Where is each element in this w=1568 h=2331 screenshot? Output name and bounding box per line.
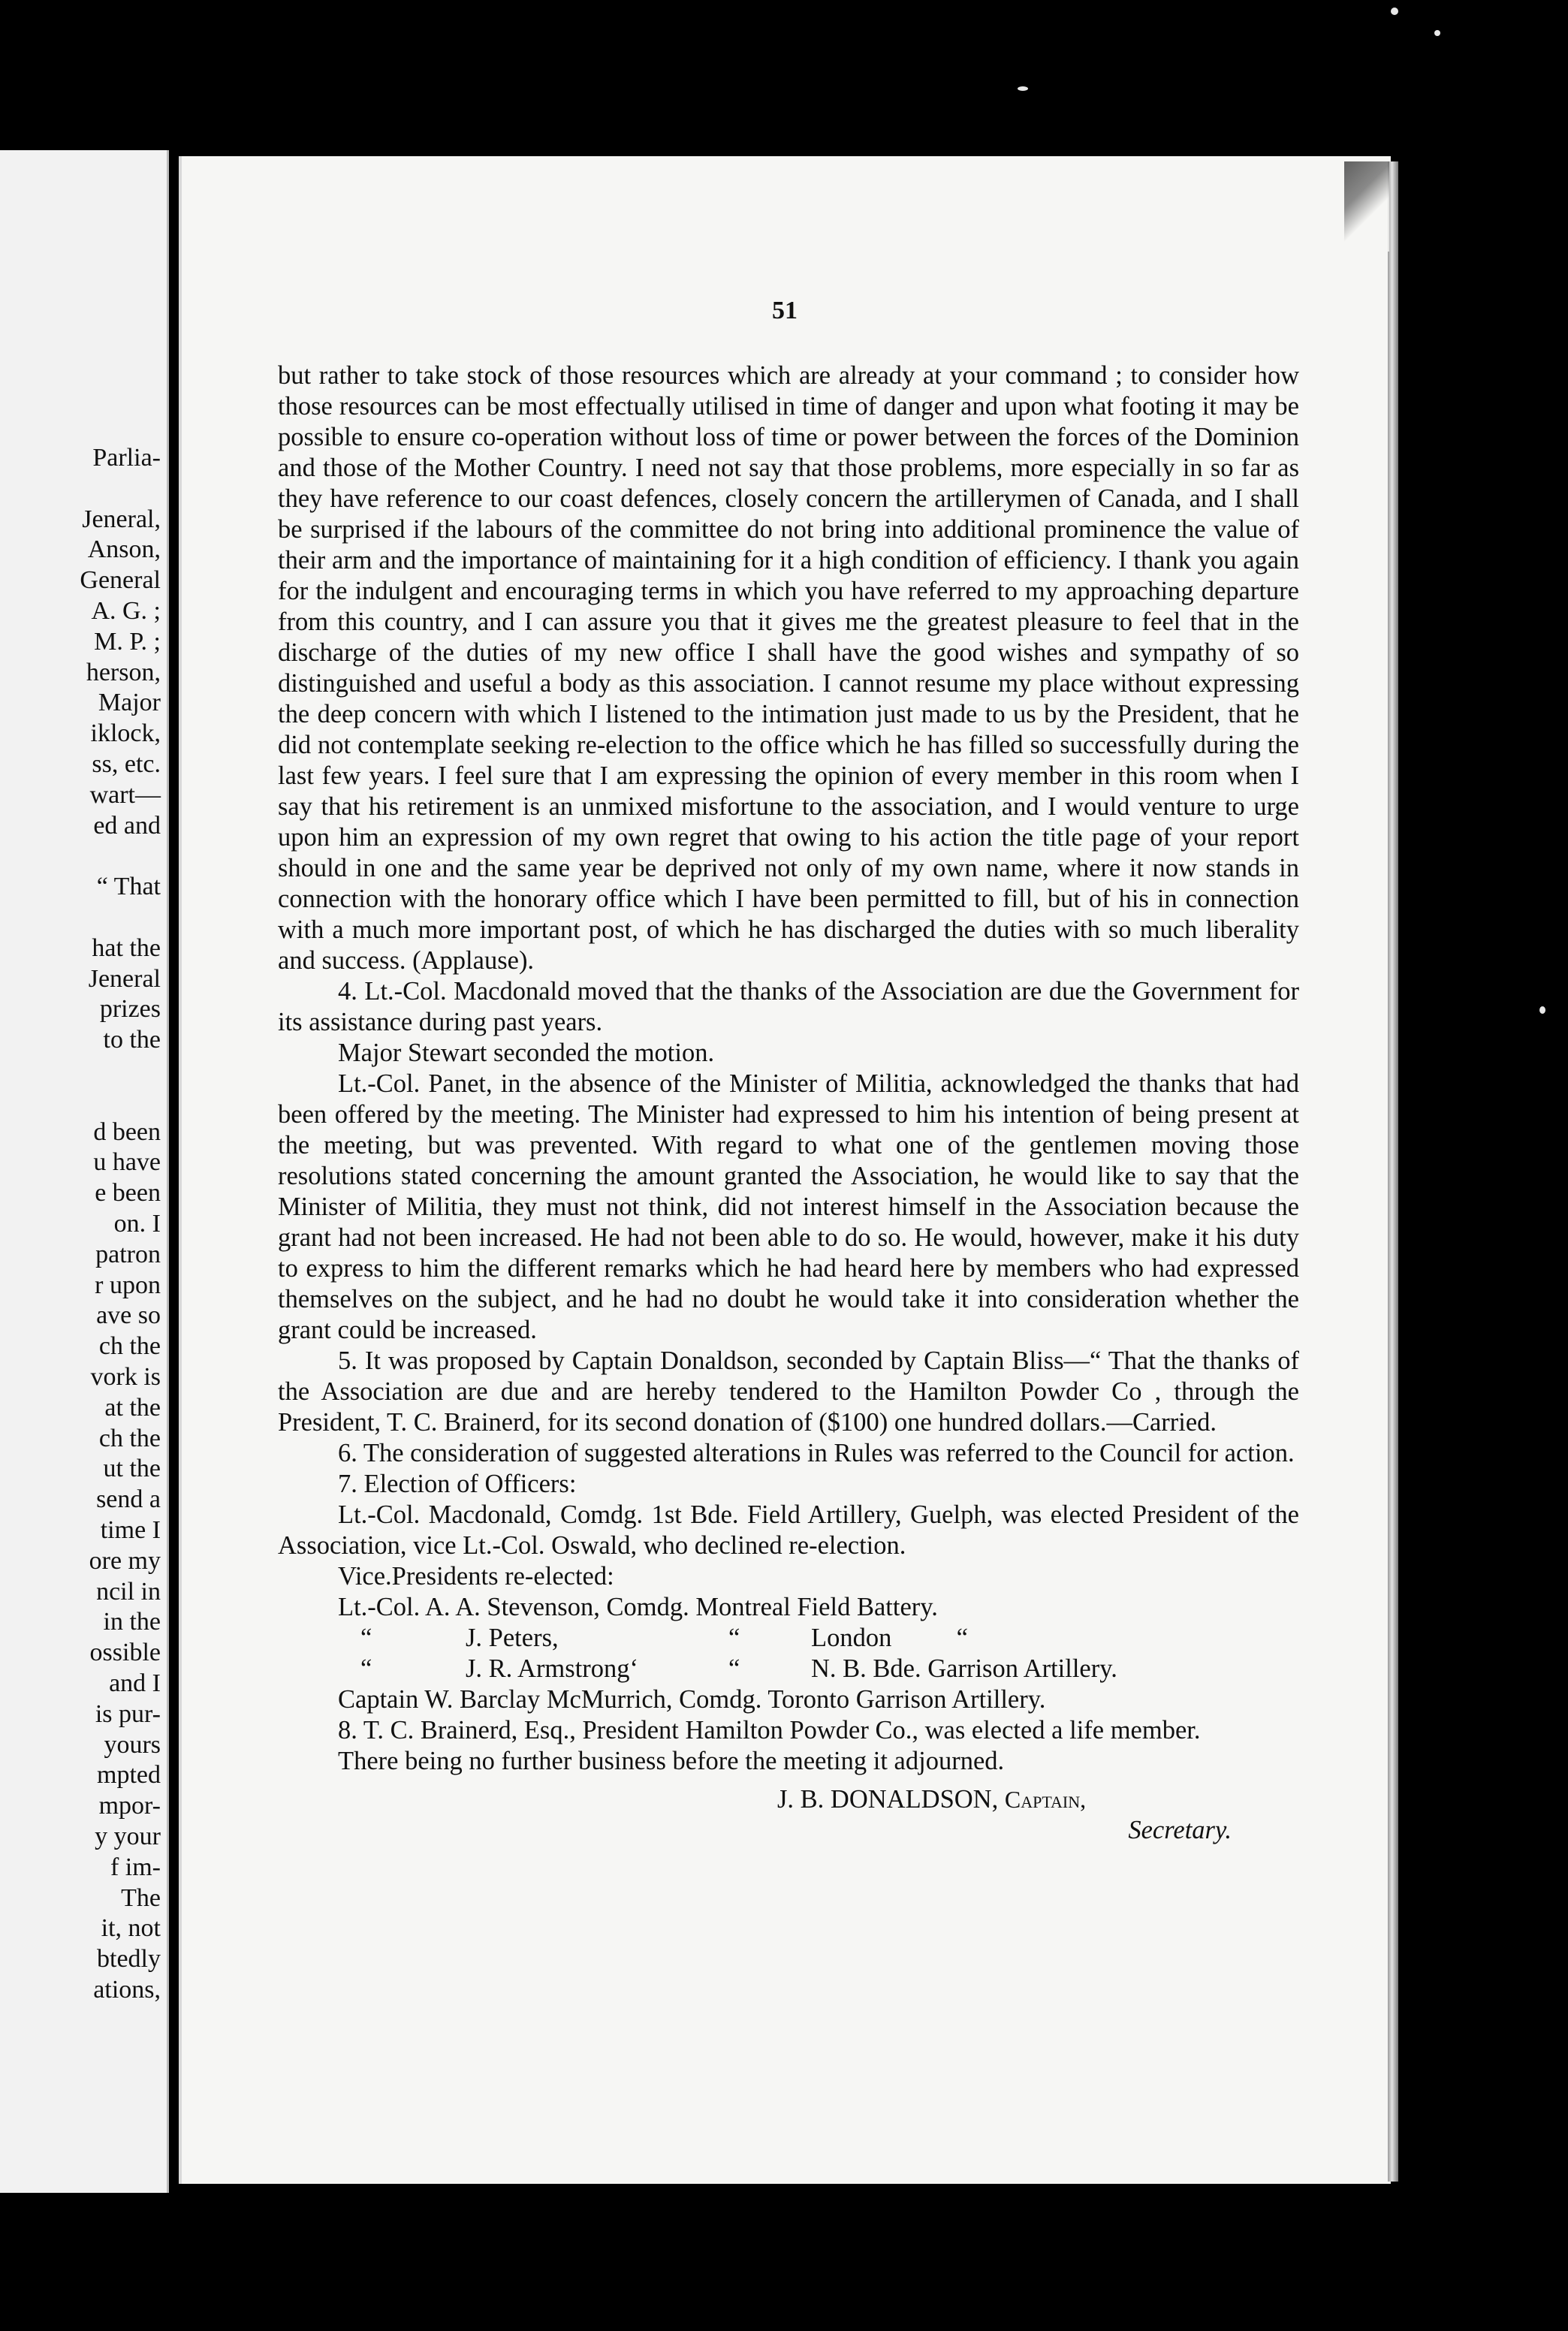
paragraph: There being no further business before the meeting it adjourned. — [338, 1747, 1005, 1775]
previous-page-line: A. G. ; — [91, 597, 161, 625]
captain-line: Captain W. Barclay McMurrich, Comdg. Toronto Garrison Artillery. — [338, 1685, 1046, 1714]
vice-presidents-list — [278, 1592, 1299, 1684]
previous-page-line: f im- — [110, 1853, 161, 1881]
vice-president-command: London “ — [811, 1624, 968, 1652]
previous-page-line: herson, — [86, 658, 161, 686]
previous-page-line: wart— — [89, 780, 161, 809]
page-corner-fold — [1344, 161, 1389, 252]
paragraph: Vice.Presidents re-elected: — [338, 1562, 614, 1591]
paragraph: Lt.-Col. Panet, in the absence of the Minister of Militia, acknowledged the thanks that had been offered by the meeting. The Minister had expressed to him his intention of being present at the meeting, but was prevented. With regard to what one of the gentlemen moving those resolutions stated concerning the amount granted the Association, he would like to say that the Minister of Militia, they must not think, did not interest himself in the Association because the grant had not been increased. He had not been able to do so. He would, however, make it his duty to express to him the different remarks which he had heard here by members who had expressed themselves on the subject, and he had no doubt he would take it into consideration whether the grant could be increased. — [278, 1069, 1299, 1344]
previous-page-line: ut the — [103, 1455, 161, 1483]
dust-speck — [1434, 30, 1440, 36]
previous-page-line: ncil in — [96, 1577, 161, 1606]
vice-president-row — [278, 1623, 1299, 1654]
previous-page-fragment — [0, 150, 169, 2193]
signature-name: J. B. DONALDSON, — [777, 1785, 999, 1814]
previous-page-line: M. P. ; — [94, 627, 161, 656]
previous-page-line: u have — [93, 1148, 161, 1177]
signature-title: Secretary. — [1128, 1816, 1232, 1844]
vice-president-command: Comdg. Montreal Field Battery. — [606, 1593, 938, 1621]
vice-president-row — [278, 1592, 1299, 1623]
page-edge — [1388, 161, 1398, 2182]
previous-page-line: to the — [103, 1026, 161, 1054]
page-body — [278, 360, 1299, 1846]
previous-page-line: y your — [95, 1823, 161, 1850]
previous-page-line: hat the — [92, 933, 161, 962]
previous-page-line: Jeneral — [88, 964, 161, 993]
previous-page-line: Parlia- — [92, 444, 161, 472]
previous-page-line: ore my — [89, 1546, 161, 1575]
previous-page-line: patron — [95, 1240, 161, 1268]
dust-speck — [1539, 1006, 1545, 1014]
previous-page-line: ave so — [96, 1301, 161, 1330]
vice-president-name: J. R. Armstrong‘ — [466, 1654, 639, 1683]
paragraph: 8. T. C. Brainerd, Esq., President Hamilton Powder Co., was elected a life member. — [338, 1716, 1201, 1744]
dust-speck — [1391, 8, 1398, 15]
previous-page-line: iklock, — [90, 719, 161, 748]
signature — [278, 1784, 1299, 1815]
paragraph: but rather to take stock of those resources which are already at your command ; to consider how those resources can be most effectually utilised in time of danger and upon what footing it may be possible to ensure co-operation without loss of time or power between the forces of the Dominion and those of the Mother Country. I need not say that those problems, more especially in so far as they have reference to our coast defences, closely concern the artillerymen of Canada, and I shall be surprised if the labours of the committee do not bring into additional prominence the value of their arm and the importance of maintaining for it a high condition of efficiency. I thank you again for the indulgent and encouraging terms in which you have referred to my approaching departure from this country, and I can assure you that it gives me the greatest pleasure to feel that in the discharge of the duties of my new office I shall have the good wishes and sympathy of so distinguished and useful a body as this association. I cannot resume my place without expressing the deep concern with which I listened to the intimation just made to us by the President, that he did not contemplate seeking re-election to the office which he has filled so successfully during the last few years. I feel sure that I am expressing the opinion of every member in this room when I say that his retirement is an unmixed misfortune to the association, and I would venture to urge upon him an expression of my own regret that owing to his action the title page of your report should in one and the same year be deprived not only of my own name, where it now stands in connection with the honorary office which I have been permitted to fill, but of his in connection with a much more important post, of which he has discharged the duties with so much liberality and success. (Applause). — [278, 361, 1299, 975]
previous-page-line: ch the — [98, 1424, 161, 1452]
previous-page-line: btedly — [97, 1945, 161, 1974]
paragraph: Lt.-Col. Macdonald, Comdg. 1st Bde. Field Artillery, Guelph, was elected President of the Association, vice Lt.-Col. Oswald, who declined re-election. — [278, 1500, 1299, 1560]
previous-page-line: at the — [104, 1393, 161, 1422]
previous-page-line: e been — [95, 1179, 161, 1208]
previous-page-line: The — [121, 1883, 161, 1912]
vice-president-name: J. Peters, — [466, 1624, 559, 1652]
previous-page-line: ed and — [93, 811, 161, 840]
signature-rank: Captain, — [1004, 1786, 1087, 1813]
vice-president-name: Lt.-Col. A. A. Stevenson, — [338, 1593, 607, 1621]
closing-paragraphs — [278, 1715, 1299, 1777]
previous-page-line: prizes — [99, 995, 161, 1024]
previous-page-line: yours — [104, 1730, 161, 1759]
vice-president-command: N. B. Bde. Garrison Artillery. — [811, 1654, 1117, 1683]
previous-page-line: General — [80, 566, 161, 595]
previous-page-line: is pur- — [95, 1699, 161, 1728]
previous-page-line: ossible — [89, 1639, 161, 1667]
paragraph: 6. The consideration of suggested alterations in Rules was referred to the Council for action. — [338, 1439, 1295, 1467]
previous-page-line: mpor- — [98, 1792, 161, 1820]
previous-page-line: and I — [109, 1669, 161, 1697]
previous-page-line: ations, — [93, 1976, 161, 2004]
dust-speck — [1018, 86, 1028, 91]
previous-page-line: time I — [100, 1516, 161, 1544]
previous-page-line: Major — [98, 689, 161, 717]
previous-page-line: send a — [96, 1485, 161, 1514]
previous-page-line: ss, etc. — [92, 750, 161, 778]
page-number: 51 — [772, 297, 798, 324]
ditto-mark: “ — [728, 1624, 740, 1652]
vice-president-row — [278, 1654, 1299, 1684]
ditto-mark: “ — [360, 1654, 372, 1683]
paragraph: Major Stewart seconded the motion. — [338, 1039, 715, 1067]
previous-page-line: ch the — [98, 1332, 161, 1361]
previous-page-line: mpted — [97, 1761, 161, 1790]
previous-page-line: Anson, — [87, 535, 161, 564]
previous-page-line: vork is — [90, 1363, 161, 1391]
previous-page-line: Jeneral, — [82, 505, 161, 533]
paragraph: 7. Election of Officers: — [338, 1470, 577, 1498]
ditto-mark: “ — [360, 1624, 372, 1652]
previous-page-line: d been — [93, 1117, 161, 1146]
paragraphs — [278, 360, 1299, 1592]
ditto-mark: “ — [728, 1654, 740, 1683]
previous-page-line: in the — [103, 1608, 161, 1636]
previous-page-line: it, not — [101, 1914, 161, 1943]
paragraph: 5. It was proposed by Captain Donaldson, seconded by Captain Bliss—“ That the thanks of the Association are due and are hereby tendered to the Hamilton Powder Co , through the President, T. C. Brainerd, for its second donation of ($100) one hundred dollars.—Carried. — [278, 1346, 1299, 1437]
previous-page-line: “ That — [96, 873, 161, 901]
previous-page-line: r upon — [95, 1271, 161, 1299]
previous-page-line: on. I — [113, 1210, 161, 1238]
paragraph: 4. Lt.-Col. Macdonald moved that the thanks of the Association are due the Government for its assistance during past years. — [278, 977, 1299, 1036]
